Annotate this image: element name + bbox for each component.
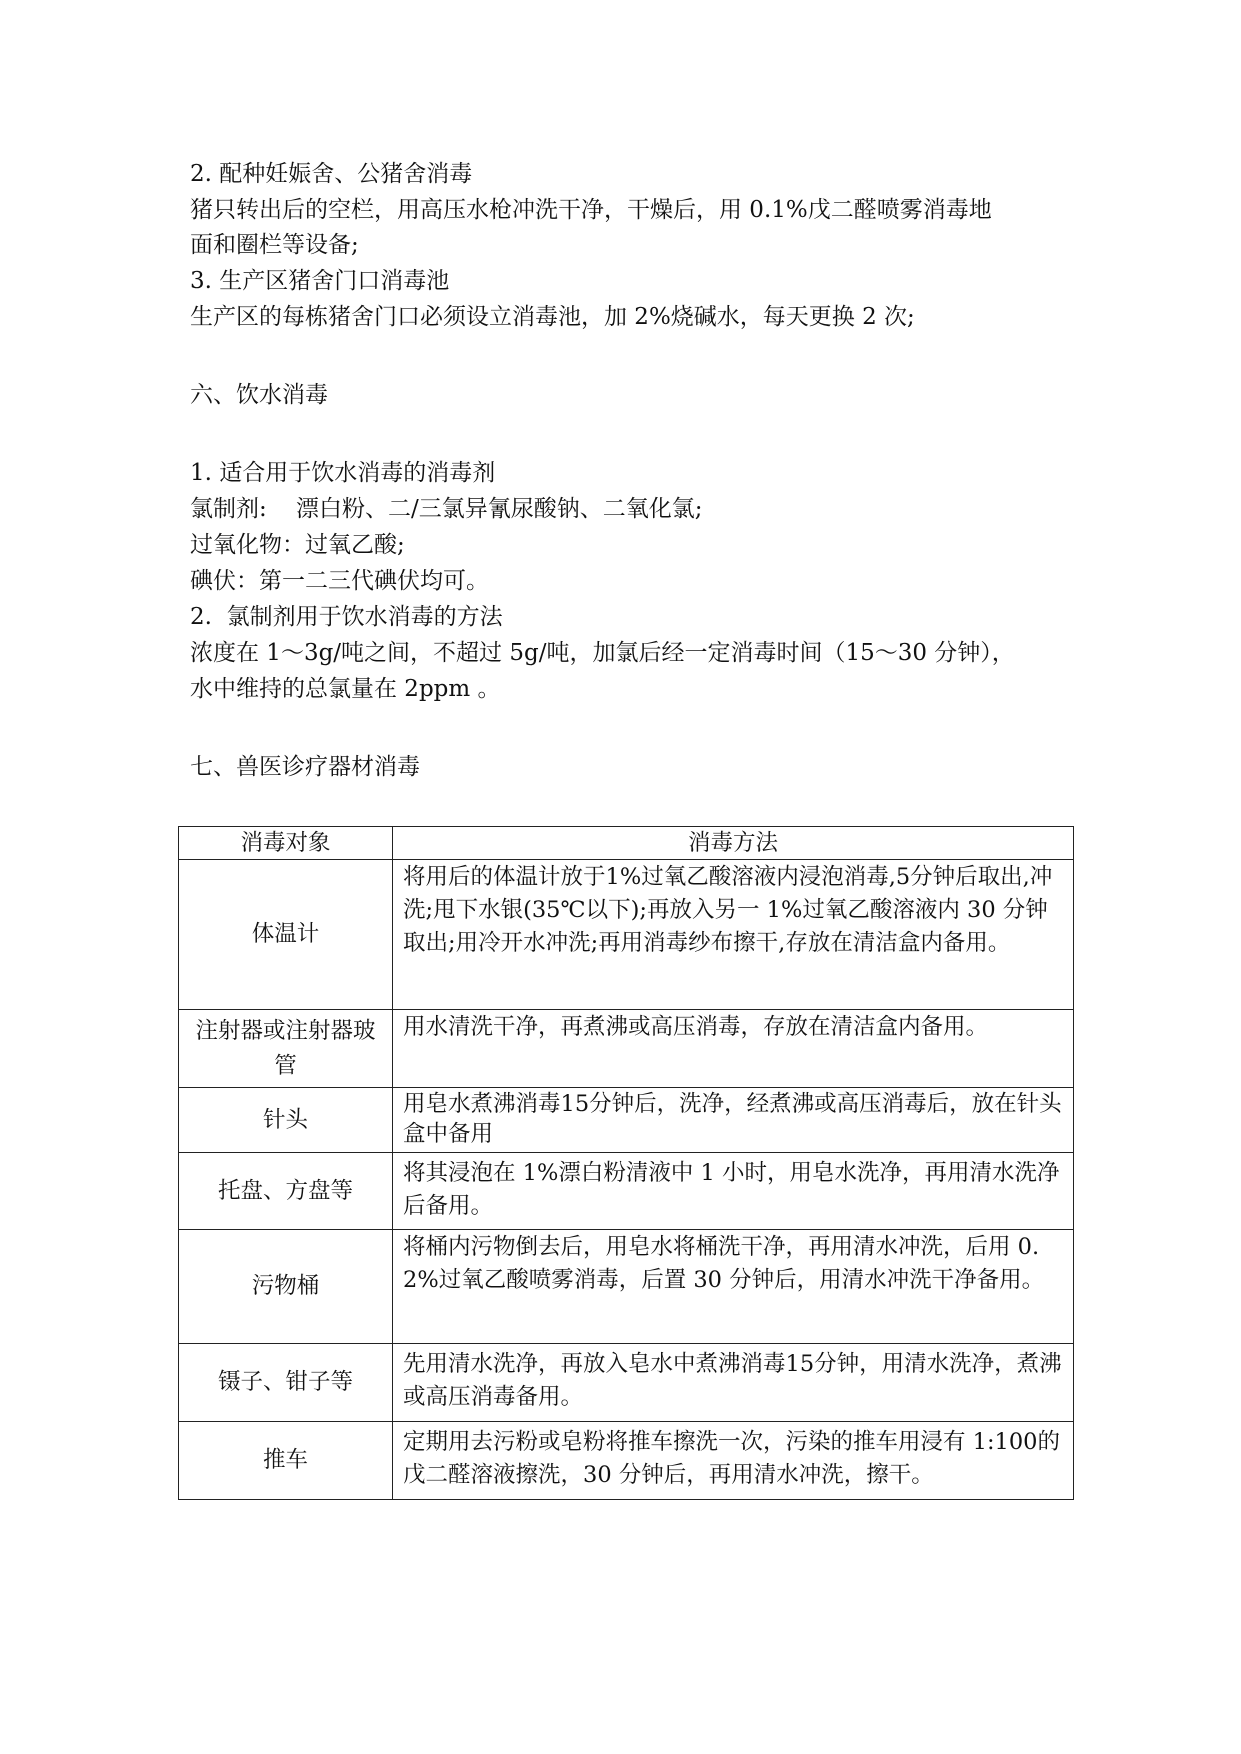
paragraph-line: 猪只转出后的空栏，用高压水枪冲洗干净，干燥后，用 0.1%戊二醛喷雾消毒地: [190, 197, 992, 223]
subheading-breeding-house: 2. 配种妊娠舍、公猪舍消毒: [190, 161, 473, 187]
subheading-disinfectants: 1. 适合用于饮水消毒的消毒剂: [190, 460, 496, 486]
paragraph-line: 面和圈栏等设备;: [190, 232, 359, 258]
table-row: [179, 1088, 1074, 1153]
table-row: [179, 1344, 1074, 1422]
row-object: 污物桶: [179, 1230, 393, 1344]
disinfection-table: [178, 826, 1074, 1500]
table-row: [179, 860, 1074, 1010]
table-header-row: [179, 827, 1074, 860]
header-object: 消毒对象: [179, 827, 393, 860]
paragraph-line: 水中维持的总氯量在 2ppm 。: [190, 676, 501, 702]
section-heading-veterinary-equipment: 七、兽医诊疗器材消毒: [190, 754, 420, 780]
table-row: [179, 1153, 1074, 1230]
row-method: 先用清水洗净，再放入皂水中煮沸消毒15分钟，用清水洗净，煮沸或高压消毒备用。: [393, 1344, 1074, 1422]
row-object: 针头: [179, 1088, 393, 1153]
paragraph-line: 氯制剂: 漂白粉、二/三氯异氰尿酸钠、二氧化氯;: [190, 496, 703, 522]
row-method: 将用后的体温计放于1%过氧乙酸溶液内浸泡消毒,5分钟后取出,冲洗;甩下水银(35℃以下);再放入另一 1%过氧乙酸溶液内 30 分钟取出;用冷开水冲洗;再用消毒纱布擦干,存放在清洁盒内备用。: [393, 860, 1074, 1010]
subheading-disinfection-pool: 3. 生产区猪舍门口消毒池: [190, 268, 450, 294]
section-heading-drinking-water: 六、饮水消毒: [190, 382, 328, 408]
paragraph-line: 碘伏：第一二三代碘伏均可。: [190, 568, 489, 594]
row-object: 体温计: [179, 860, 393, 1010]
table-row: [179, 1010, 1074, 1088]
table-row: [179, 1230, 1074, 1344]
row-object: 镊子、钳子等: [179, 1344, 393, 1422]
header-method: 消毒方法: [393, 827, 1074, 860]
row-method: 定期用去污粉或皂粉将推车擦洗一次，污染的推车用浸有 1:100的戊二醛溶液擦洗，30 分钟后，再用清水冲洗，擦干。: [393, 1422, 1074, 1500]
subheading-chlorine-method: 2. 氯制剂用于饮水消毒的方法: [190, 604, 503, 630]
row-object: 注射器或注射器玻管: [179, 1010, 393, 1088]
row-method: 用皂水煮沸消毒15分钟后，洗净，经煮沸或高压消毒后，放在针头盒中备用: [393, 1088, 1074, 1153]
row-object: 托盘、方盘等: [179, 1153, 393, 1230]
row-object: 推车: [179, 1422, 393, 1500]
row-method: 将其浸泡在 1%漂白粉清液中 1 小时，用皂水洗净，再用清水洗净后备用。: [393, 1153, 1074, 1230]
table-row: [179, 1422, 1074, 1500]
paragraph-line: 生产区的每栋猪舍门口必须设立消毒池，加 2%烧碱水，每天更换 2 次;: [190, 304, 915, 330]
row-method: 用水清洗干净，再煮沸或高压消毒，存放在清洁盒内备用。: [393, 1010, 1074, 1088]
row-method: 将桶内污物倒去后，用皂水将桶洗干净，再用清水冲洗，后用 0.2%过氧乙酸喷雾消毒，后置 30 分钟后，用清水冲洗干净备用。: [393, 1230, 1074, 1344]
paragraph-line: 过氧化物：过氧乙酸;: [190, 532, 405, 558]
paragraph-line: 浓度在 1～3g/吨之间，不超过 5g/吨，加氯后经一定消毒时间（15～30 分钟），: [190, 640, 1015, 666]
